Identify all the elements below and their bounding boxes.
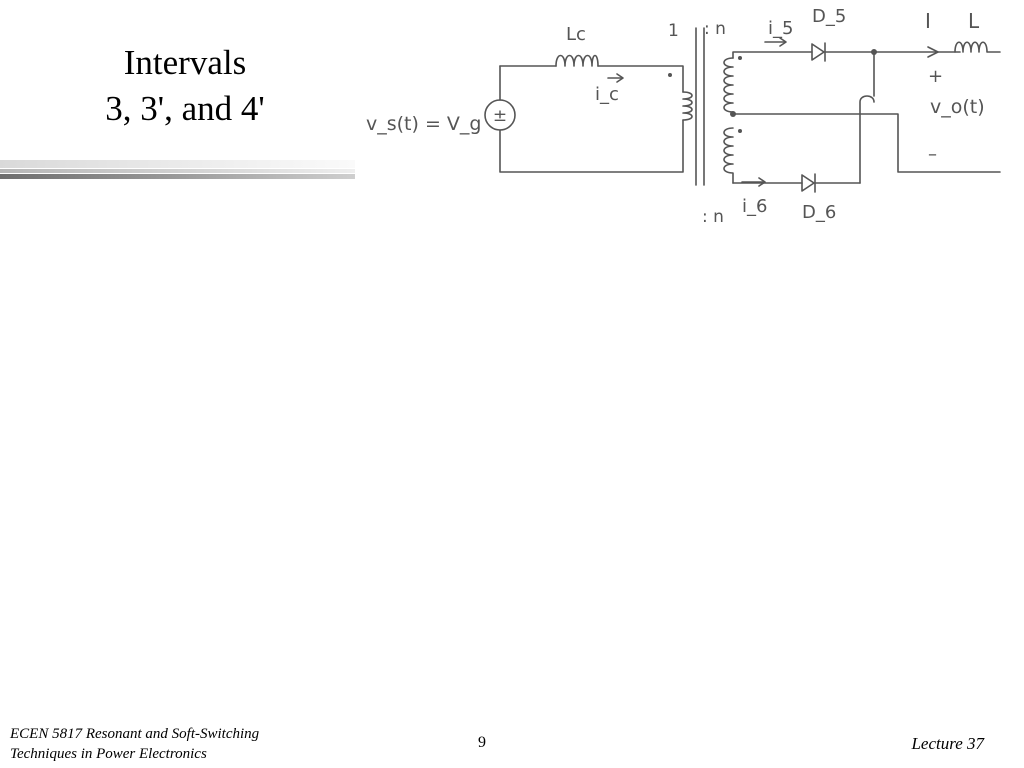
slide-title-line-1: Intervals — [123, 43, 247, 82]
voltage-source-symbol: ± — [492, 106, 508, 126]
footer-lecture: Lecture 37 — [911, 734, 984, 753]
footer-course-line-2: Techniques in Power Electronics — [10, 746, 207, 762]
primary-wiring — [500, 66, 683, 172]
title-underline-decoration — [0, 160, 355, 180]
inductor-lc-label: Lc — [566, 24, 586, 45]
current-i6-label: i_6 — [742, 196, 768, 217]
primary-polarity-dot — [668, 73, 672, 77]
source-voltage-label: v_s(t) = V_g — [366, 113, 482, 135]
current-ic-label: i_c — [595, 84, 619, 105]
diode-d6 — [802, 174, 815, 192]
output-voltage-plus: + — [928, 66, 944, 87]
transformer-secondary-winding-bottom — [724, 128, 733, 183]
slide-title — [0, 40, 370, 132]
output-voltage-label: v_o(t) — [930, 96, 985, 118]
current-i5-label: i_5 — [768, 18, 794, 39]
output-inductor-l — [955, 42, 1000, 52]
gradient-bar-mid — [0, 169, 355, 173]
turns-ratio-top: : n — [704, 19, 726, 39]
footer-course-line-1: ECEN 5817 Resonant and Soft-Switching — [10, 726, 260, 742]
slide-title-line-2: 3, 3', and 4' — [105, 89, 265, 128]
output-voltage-minus: – — [928, 144, 937, 165]
turns-ratio-one: 1 — [668, 21, 679, 41]
diode-d5 — [812, 43, 825, 61]
transformer-primary-winding — [683, 92, 692, 120]
gradient-bar-dark — [0, 174, 355, 179]
secondary-bottom-polarity-dot — [738, 129, 742, 133]
footer-page-number: 9 — [478, 734, 486, 751]
output-inductor-label: L — [968, 9, 980, 33]
gradient-bar-light — [0, 160, 355, 168]
inductor-lc — [556, 56, 598, 67]
diode-d6-label: D_6 — [802, 202, 837, 223]
circuit-schematic — [360, 0, 1020, 240]
diode-d5-label: D_5 — [812, 6, 847, 27]
transformer-secondary-winding-top — [724, 58, 733, 114]
footer-course — [10, 724, 259, 764]
output-current-label: I — [925, 9, 931, 33]
turns-ratio-bottom: : n — [702, 207, 724, 227]
voltage-source — [485, 100, 515, 130]
output-junction-node — [871, 49, 877, 55]
secondary-top-polarity-dot — [738, 56, 742, 60]
